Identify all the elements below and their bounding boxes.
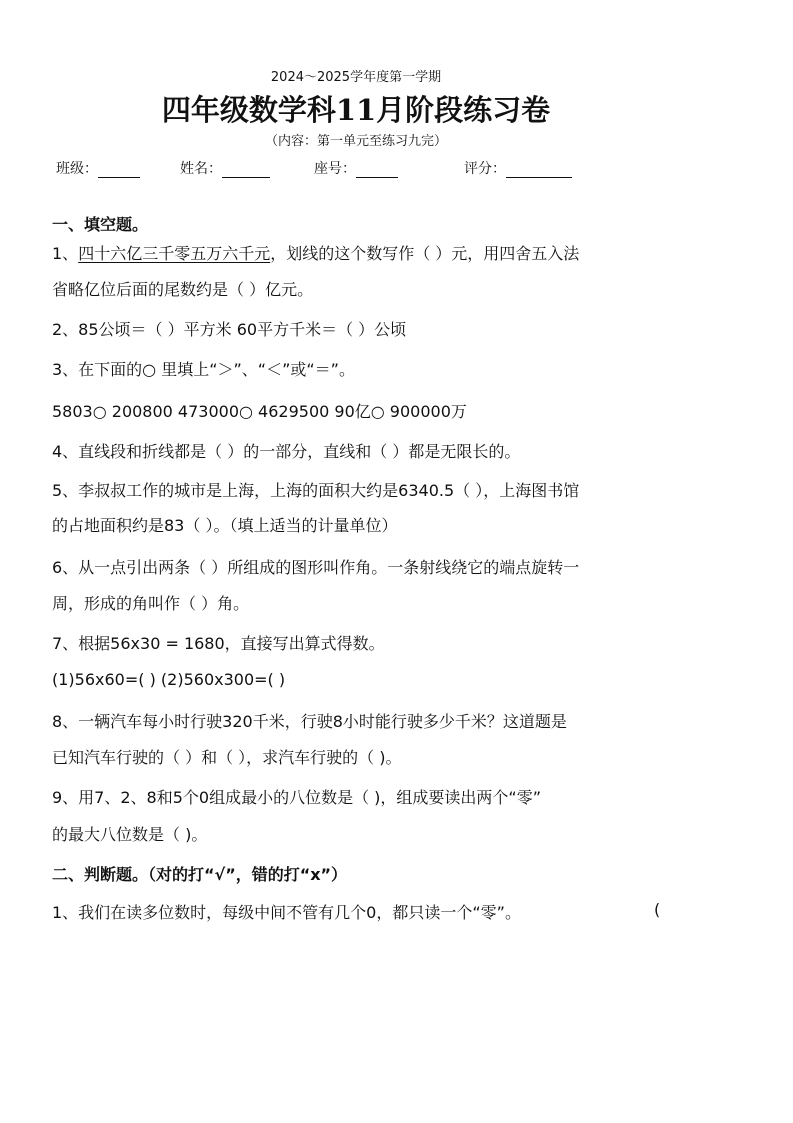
question-7-items: (1)56x60=( ) (2)560x300=( ) (52, 670, 286, 689)
question-1-line-2: 省略亿位后面的尾数约是（ ）亿元。 (52, 280, 314, 299)
question-9-line-1: 9、用7、2、8和5个0组成最小的八位数是（ )，组成要读出两个“零” (52, 788, 541, 807)
question-3-items: 5803○ 200800 473000○ 4629500 90亿○ 900000万 (52, 402, 467, 421)
question-3: 3、在下面的○ 里填上“＞”、“＜”或“＝”。 (52, 360, 355, 379)
content-scope: （内容：第一单元至练习九完） (264, 134, 447, 149)
name-field (180, 158, 270, 178)
page-title: 四年级数学科11月阶段练习卷 (161, 93, 551, 127)
score-field (464, 158, 572, 178)
class-field (56, 158, 140, 178)
section-true-false-heading: 二、判断题。（对的打“√”，错的打“x”） (52, 865, 348, 884)
name-label: 姓名： (180, 161, 222, 177)
tf-question-1-answer-paren: ( (654, 900, 661, 919)
question-5-line-1: 5、李叔叔工作的城市是上海，上海的面积大约是6340.5（ ），上海图书馆 (52, 481, 580, 500)
question-6-line-1: 6、从一点引出两条（ ）所组成的图形叫作角。一条射线绕它的端点旋转一 (52, 558, 580, 577)
q1-rest: ，划线的这个数写作（ ）元，用四舍五入法 (270, 244, 580, 263)
question-7: 7、根据56x30 = 1680，直接写出算式得数。 (52, 634, 385, 653)
question-8-line-2: 已知汽车行驶的（ ）和（ ），求汽车行驶的（ )。 (52, 748, 402, 767)
question-2: 2、85公顷＝（ ）平方米 60平方千米＝（ ）公顷 (52, 320, 407, 339)
question-6-line-2: 周，形成的角叫作（ ）角。 (52, 594, 250, 613)
score-blank (506, 163, 572, 178)
question-5-line-2: 的占地面积约是83（ ）。（填上适当的计量单位） (52, 516, 398, 535)
class-label: 班级： (56, 161, 98, 177)
question-8-line-1: 8、一辆汽车每小时行驶320千米，行驶8小时能行驶多少千米？这道题是 (52, 712, 567, 731)
school-year: 2024～2025学年度第一学期 (270, 70, 442, 85)
question-4: 4、直线段和折线都是（ ）的一部分，直线和（ ）都是无限长的。 (52, 442, 521, 461)
score-label: 评分： (464, 161, 506, 177)
q1-prefix: 1、 (52, 244, 79, 263)
question-1-line-1 (52, 241, 579, 264)
q1-underlined-number: 四十六亿三千零五万六千元 (78, 244, 271, 263)
question-9-line-2: 的最大八位数是（ )。 (52, 825, 208, 844)
tf-question-1: 1、我们在读多位数时，每级中间不管有几个0，都只读一个“零”。 (52, 903, 521, 922)
seat-field (314, 158, 398, 178)
seat-label: 座号： (314, 161, 356, 177)
section-fill-blank-heading: 一、填空题。 (52, 215, 149, 234)
seat-blank (356, 163, 398, 178)
name-blank (222, 163, 270, 178)
class-blank (98, 163, 140, 178)
